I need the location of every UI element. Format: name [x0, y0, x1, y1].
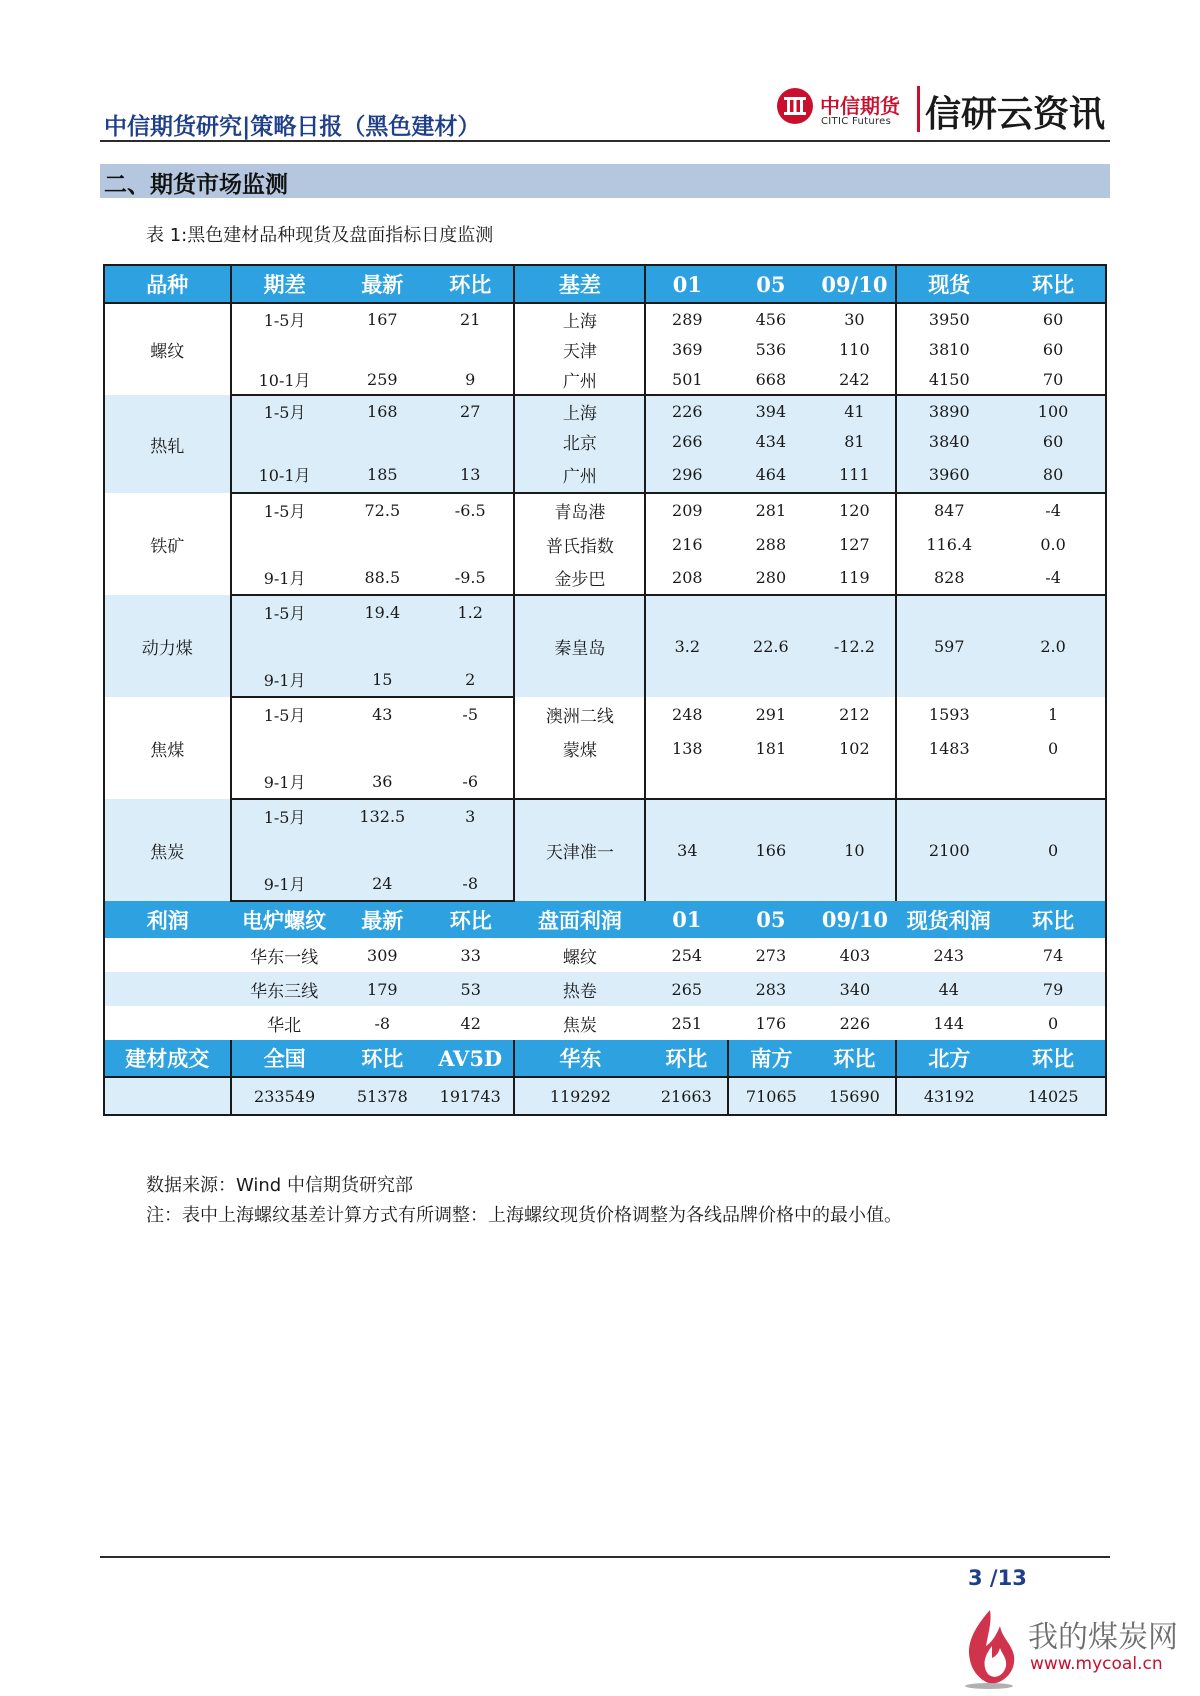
- basis-01: 138: [645, 731, 728, 765]
- table-row: [104, 493, 1106, 527]
- spot-price: 3810: [896, 334, 1001, 364]
- table-row: [104, 799, 1106, 833]
- trade-value: 43192: [896, 1077, 1001, 1115]
- product-name: 螺纹: [104, 303, 231, 395]
- product-name: 焦炭: [104, 799, 231, 901]
- profit-item: 焦炭: [514, 1006, 645, 1040]
- basis-01: 248: [645, 697, 728, 731]
- basis-0910: 30: [813, 303, 896, 334]
- spread-latest: 132.5: [338, 799, 428, 833]
- spot-change: 60: [1001, 303, 1106, 334]
- profit-region: 华东三线: [231, 972, 338, 1006]
- spread-latest: 43: [338, 697, 428, 731]
- basis-place: 天津准一: [514, 799, 645, 901]
- logo-divider: [917, 86, 920, 132]
- profit-item: 热卷: [514, 972, 645, 1006]
- basis-place: 上海: [514, 303, 645, 334]
- logo-slogan: 信研云资讯: [925, 94, 1106, 135]
- basis-place: 北京: [514, 426, 645, 456]
- basis-place: 金步巴: [514, 561, 645, 595]
- profit-latest: 179: [338, 972, 428, 1006]
- section-bar: [100, 164, 1110, 198]
- mycoal-watermark: [956, 1606, 1186, 1692]
- flame-icon: [956, 1606, 1022, 1690]
- header-cell: 环比: [645, 1040, 728, 1077]
- spread-label: 10-1月: [231, 364, 338, 395]
- spot-change: 60: [1001, 334, 1106, 364]
- spread-label: 1-5月: [231, 303, 338, 334]
- spread-label: 1-5月: [231, 595, 338, 629]
- trade-value: 21663: [645, 1077, 728, 1115]
- spot-price: 3950: [896, 303, 1001, 334]
- table-row: [104, 456, 1106, 493]
- header-cell: 09/10: [813, 901, 896, 938]
- spread-change: -6: [427, 765, 514, 799]
- profit-row: [104, 1006, 1106, 1040]
- trade-value: 51378: [338, 1077, 428, 1115]
- basis-01: 266: [645, 426, 728, 456]
- basis-01: 216: [645, 527, 728, 561]
- profit-change: 33: [427, 938, 514, 972]
- basis-0910: 212: [813, 697, 896, 731]
- profit-latest: -8: [338, 1006, 428, 1040]
- basis-0910: 41: [813, 395, 896, 426]
- profit-0910: 403: [813, 938, 896, 972]
- table-caption: 表 1:黑色建材品种现货及盘面指标日度监测: [146, 225, 494, 246]
- basis-05: 464: [728, 456, 813, 493]
- section-title: 二、期货市场监测: [104, 172, 288, 198]
- spread-latest: 72.5: [338, 493, 428, 527]
- spot-change: 100: [1001, 395, 1106, 426]
- profit-header-row: [104, 901, 1106, 938]
- basis-0910: 102: [813, 731, 896, 765]
- profit-region: 华东一线: [231, 938, 338, 972]
- spread-label: 1-5月: [231, 697, 338, 731]
- spot-change: 0.0: [1001, 527, 1106, 561]
- basis-01: 226: [645, 395, 728, 426]
- header-cell: 01: [645, 265, 728, 303]
- basis-05: 281: [728, 493, 813, 527]
- header-cell: 盘面利润: [514, 901, 645, 938]
- basis-place: 广州: [514, 456, 645, 493]
- spread-label: 1-5月: [231, 799, 338, 833]
- spot-profit: 144: [896, 1006, 1001, 1040]
- header-cell: AV5D: [427, 1040, 514, 1077]
- spread-latest: 15: [338, 663, 428, 697]
- spread-change: 2: [427, 663, 514, 697]
- adjustment-note: 注：表中上海螺纹基差计算方式有所调整：上海螺纹现货价格调整为各线品牌价格中的最小值。: [146, 1205, 902, 1226]
- header-cell: 期差: [231, 265, 338, 303]
- profit-0910: 340: [813, 972, 896, 1006]
- footer-rule: [100, 1556, 1110, 1558]
- basis-05: 22.6: [728, 595, 813, 697]
- basis-place: 广州: [514, 364, 645, 395]
- spread-change: 3: [427, 799, 514, 833]
- spread-latest: 185: [338, 456, 428, 493]
- table-row: [104, 731, 1106, 765]
- profit-region: 华北: [231, 1006, 338, 1040]
- header-cell: 电炉螺纹: [231, 901, 338, 938]
- basis-0910: 120: [813, 493, 896, 527]
- header-cell: 环比: [1001, 901, 1106, 938]
- header-cell: 现货利润: [896, 901, 1001, 938]
- spot-profit: 44: [896, 972, 1001, 1006]
- trade-value: 191743: [427, 1077, 514, 1115]
- header-cell: 01: [645, 901, 728, 938]
- spot-profit-change: 0: [1001, 1006, 1106, 1040]
- table-header-row: [104, 265, 1106, 303]
- spot-profit: 243: [896, 938, 1001, 972]
- spread-label: 9-1月: [231, 561, 338, 595]
- spot-change: -4: [1001, 561, 1106, 595]
- spot-change: 0: [1001, 731, 1106, 765]
- data-source-note: 数据来源：Wind 中信期货研究部: [146, 1175, 413, 1196]
- spread-change: 13: [427, 456, 514, 493]
- header-cell: 现货: [896, 265, 1001, 303]
- basis-01: 369: [645, 334, 728, 364]
- spread-label: 9-1月: [231, 867, 338, 901]
- header-cell: 环比: [813, 1040, 896, 1077]
- spot-price: 2100: [896, 799, 1001, 901]
- trade-value: 119292: [514, 1077, 645, 1115]
- trade-row: [104, 1077, 1106, 1115]
- header-cell: 利润: [104, 901, 231, 938]
- basis-0910: 111: [813, 456, 896, 493]
- spot-profit-change: 79: [1001, 972, 1106, 1006]
- spread-change: -9.5: [427, 561, 514, 595]
- spread-latest: 259: [338, 364, 428, 395]
- spread-label: 9-1月: [231, 765, 338, 799]
- basis-place: 秦皇岛: [514, 595, 645, 697]
- header-cell: 环比: [427, 901, 514, 938]
- product-name: 热轧: [104, 395, 231, 493]
- header-cell: 建材成交: [104, 1040, 231, 1077]
- spot-change: 0: [1001, 799, 1106, 901]
- spread-change: -6.5: [427, 493, 514, 527]
- spread-change: 1.2: [427, 595, 514, 629]
- basis-05: 181: [728, 731, 813, 765]
- basis-0910: 110: [813, 334, 896, 364]
- basis-place: 普氏指数: [514, 527, 645, 561]
- spot-change: 2.0: [1001, 595, 1106, 697]
- spread-latest: 19.4: [338, 595, 428, 629]
- header-cell: 基差: [514, 265, 645, 303]
- spot-price: 597: [896, 595, 1001, 697]
- trade-value: 15690: [813, 1077, 896, 1115]
- basis-0910: 127: [813, 527, 896, 561]
- spread-label: 9-1月: [231, 663, 338, 697]
- table-row: [104, 595, 1106, 629]
- spread-latest: 167: [338, 303, 428, 334]
- profit-item: 螺纹: [514, 938, 645, 972]
- header-cell: 05: [728, 265, 813, 303]
- profit-row: [104, 938, 1106, 972]
- header-cell: 最新: [338, 265, 428, 303]
- product-name: 铁矿: [104, 493, 231, 595]
- basis-place: 青岛港: [514, 493, 645, 527]
- header-cell: 09/10: [813, 265, 896, 303]
- table-row: [104, 765, 1106, 799]
- basis-01: 208: [645, 561, 728, 595]
- header-cell: 环比: [1001, 265, 1106, 303]
- profit-05: 273: [728, 938, 813, 972]
- table-row: [104, 697, 1106, 731]
- trade-value: 233549: [231, 1077, 338, 1115]
- spread-change: -5: [427, 697, 514, 731]
- table-row: [104, 561, 1106, 595]
- spread-change: 27: [427, 395, 514, 426]
- profit-change: 42: [427, 1006, 514, 1040]
- report-title: 中信期货研究|策略日报（黑色建材）: [104, 114, 481, 140]
- basis-05: 434: [728, 426, 813, 456]
- header-cell: 环比: [338, 1040, 428, 1077]
- watermark-url: www.mycoal.cn: [1030, 1654, 1163, 1674]
- header-cell: 南方: [728, 1040, 813, 1077]
- spread-change: 21: [427, 303, 514, 334]
- trade-value: 71065: [728, 1077, 813, 1115]
- spread-change: -8: [427, 867, 514, 901]
- profit-05: 176: [728, 1006, 813, 1040]
- basis-01: 289: [645, 303, 728, 334]
- header-cell: 北方: [896, 1040, 1001, 1077]
- basis-0910: 119: [813, 561, 896, 595]
- monitoring-table: [103, 264, 1107, 1116]
- spread-latest: 168: [338, 395, 428, 426]
- spot-change: 70: [1001, 364, 1106, 395]
- profit-0910: 226: [813, 1006, 896, 1040]
- basis-05: 456: [728, 303, 813, 334]
- profit-latest: 309: [338, 938, 428, 972]
- basis-01: 34: [645, 799, 728, 901]
- header-cell: 环比: [1001, 1040, 1106, 1077]
- profit-01: 265: [645, 972, 728, 1006]
- spread-label: 1-5月: [231, 493, 338, 527]
- page-number: 3 /13: [968, 1566, 1027, 1590]
- table-row: [104, 426, 1106, 456]
- basis-01: 501: [645, 364, 728, 395]
- basis-0910: 242: [813, 364, 896, 395]
- header-cell: 华东: [514, 1040, 645, 1077]
- basis-place: 天津: [514, 334, 645, 364]
- spot-price: 4150: [896, 364, 1001, 395]
- spot-price: 116.4: [896, 527, 1001, 561]
- logo-english-name: CITIC Futures: [821, 116, 892, 127]
- basis-05: 288: [728, 527, 813, 561]
- basis-05: 291: [728, 697, 813, 731]
- profit-change: 53: [427, 972, 514, 1006]
- basis-0910: 10: [813, 799, 896, 901]
- trade-header-row: [104, 1040, 1106, 1077]
- header-cell: 品种: [104, 265, 231, 303]
- basis-05: 394: [728, 395, 813, 426]
- product-name: 动力煤: [104, 595, 231, 697]
- spot-price: 3890: [896, 395, 1001, 426]
- profit-05: 283: [728, 972, 813, 1006]
- basis-01: 3.2: [645, 595, 728, 697]
- basis-0910: -12.2: [813, 595, 896, 697]
- spread-latest: 36: [338, 765, 428, 799]
- logo-chinese-name: 中信期货: [820, 94, 900, 118]
- spot-price: 3840: [896, 426, 1001, 456]
- table-row: [104, 303, 1106, 334]
- spot-change: 80: [1001, 456, 1106, 493]
- product-name: 焦煤: [104, 697, 231, 799]
- header-rule: [100, 140, 1110, 142]
- spot-change: 60: [1001, 426, 1106, 456]
- basis-place: 澳洲二线: [514, 697, 645, 731]
- spot-price: 3960: [896, 456, 1001, 493]
- header-cell: 05: [728, 901, 813, 938]
- watermark-site-name: 我的煤炭网: [1028, 1620, 1178, 1655]
- citic-logo: [775, 84, 1115, 134]
- spread-change: 9: [427, 364, 514, 395]
- table-row: [104, 527, 1106, 561]
- citic-emblem-icon: [775, 86, 815, 126]
- header-cell: 全国: [231, 1040, 338, 1077]
- spread-latest: 88.5: [338, 561, 428, 595]
- trade-value: 14025: [1001, 1077, 1106, 1115]
- spread-label: 1-5月: [231, 395, 338, 426]
- spot-price: 1483: [896, 731, 1001, 765]
- header-cell: 环比: [427, 265, 514, 303]
- basis-0910: 81: [813, 426, 896, 456]
- table-row: [104, 334, 1106, 364]
- profit-row: [104, 972, 1106, 1006]
- basis-05: 668: [728, 364, 813, 395]
- spot-change: -4: [1001, 493, 1106, 527]
- table-row: [104, 395, 1106, 426]
- spot-change: 1: [1001, 697, 1106, 731]
- basis-05: 536: [728, 334, 813, 364]
- basis-05: 280: [728, 561, 813, 595]
- spot-price: 1593: [896, 697, 1001, 731]
- basis-05: 166: [728, 799, 813, 901]
- spot-price: 828: [896, 561, 1001, 595]
- basis-01: 296: [645, 456, 728, 493]
- basis-01: 209: [645, 493, 728, 527]
- profit-01: 254: [645, 938, 728, 972]
- table-row: [104, 364, 1106, 395]
- basis-place: 蒙煤: [514, 731, 645, 765]
- header-cell: 最新: [338, 901, 428, 938]
- spread-latest: 24: [338, 867, 428, 901]
- spread-label: 10-1月: [231, 456, 338, 493]
- spot-price: 847: [896, 493, 1001, 527]
- basis-place: 上海: [514, 395, 645, 426]
- spot-profit-change: 74: [1001, 938, 1106, 972]
- profit-01: 251: [645, 1006, 728, 1040]
